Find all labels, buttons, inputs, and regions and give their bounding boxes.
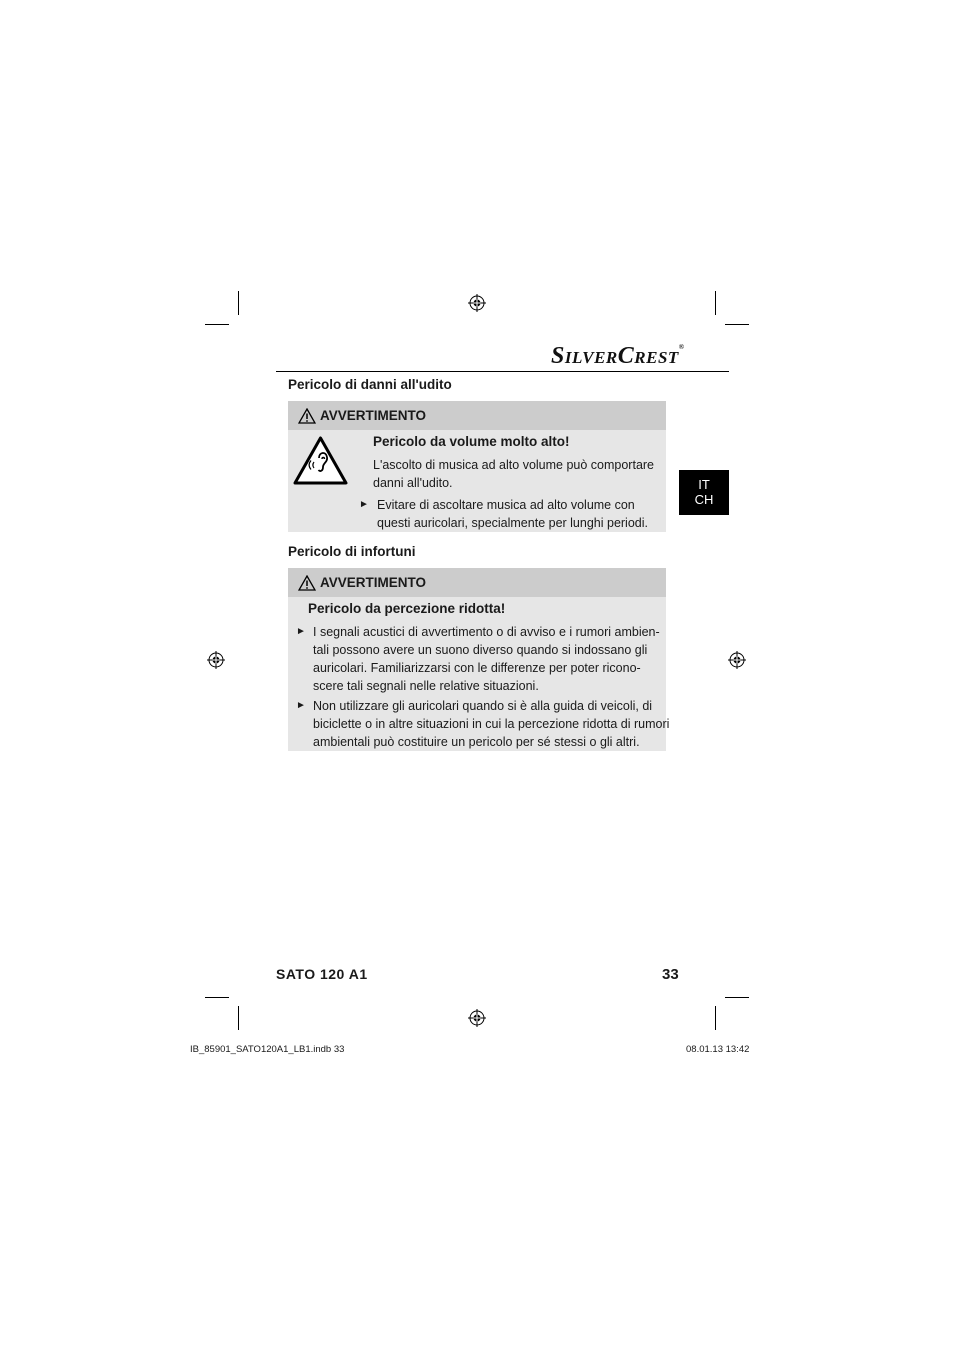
registration-mark-icon <box>468 1009 486 1027</box>
crop-mark <box>715 1006 716 1030</box>
text-line: questi auricolari, specialmente per lunghi periodi. <box>377 516 648 530</box>
text-line: Evitare di ascoltare musica ad alto volume con <box>377 498 635 512</box>
crop-mark <box>725 997 749 998</box>
slug-file: IB_85901_SATO120A1_LB1.indb 33 <box>190 1044 345 1055</box>
registration-mark-icon <box>468 294 486 312</box>
text-line: auricolari. Familiarizzarsi con le differenze per poter ricono- <box>313 661 641 675</box>
text-line: Non utilizzare gli auricolari quando si è alla guida di veicoli, di <box>313 699 653 713</box>
model-name: SATO 120 A1 <box>276 966 368 982</box>
crop-mark <box>715 291 716 315</box>
text-line: biciclette o in altre situazioni in cui la percezione ridotta di rumori <box>313 717 670 731</box>
header-rule <box>276 371 729 372</box>
text-line: ambientali può costituire un pericolo per sé stessi o gli altri. <box>313 735 640 749</box>
bullet-arrow-icon: ► <box>296 700 306 711</box>
text-line: danni all'udito. <box>373 476 453 490</box>
bullet-text <box>377 496 648 532</box>
crop-mark <box>205 997 229 998</box>
page-number: 33 <box>662 966 679 983</box>
text-line: scere tali segnali nelle relative situazioni. <box>313 679 539 693</box>
crop-mark <box>205 324 229 325</box>
language-tab <box>679 470 729 515</box>
bullet-text <box>313 623 660 695</box>
registration-mark-icon <box>728 651 746 669</box>
text-line: L'ascolto di musica ad alto volume può comportare <box>373 458 655 472</box>
crop-mark <box>725 324 749 325</box>
country-code: CH <box>694 492 714 507</box>
warning-header <box>288 401 666 430</box>
brand-logo: SILVERCREST® <box>551 343 685 369</box>
slug-date: 08.01.13 13:42 <box>686 1044 750 1055</box>
warning-label: AVVERTIMENTO <box>320 408 427 423</box>
section-heading: Pericolo di danni all'udito <box>288 377 452 392</box>
crop-mark <box>238 1006 239 1030</box>
text-line: I segnali acustici di avvertimento o di avviso e i rumori ambien- <box>313 625 660 639</box>
bullet-text <box>313 697 669 751</box>
warning-title: Pericolo da volume molto alto! <box>373 434 570 449</box>
warning-triangle-icon <box>298 408 316 424</box>
warning-title: Pericolo da percezione ridotta! <box>308 601 506 616</box>
warning-header <box>288 568 666 597</box>
language-code: IT <box>698 477 710 492</box>
warning-text <box>373 456 654 492</box>
crop-mark <box>238 291 239 315</box>
bullet-arrow-icon: ► <box>359 499 369 510</box>
text-line: tali possono avere un suono diverso quando si indossano gli <box>313 643 648 657</box>
bullet-arrow-icon: ► <box>296 626 306 637</box>
hearing-warning-icon <box>293 436 348 486</box>
warning-label: AVVERTIMENTO <box>320 575 427 590</box>
section-heading: Pericolo di infortuni <box>288 544 416 559</box>
registration-mark-icon <box>207 651 225 669</box>
warning-triangle-icon <box>298 575 316 591</box>
